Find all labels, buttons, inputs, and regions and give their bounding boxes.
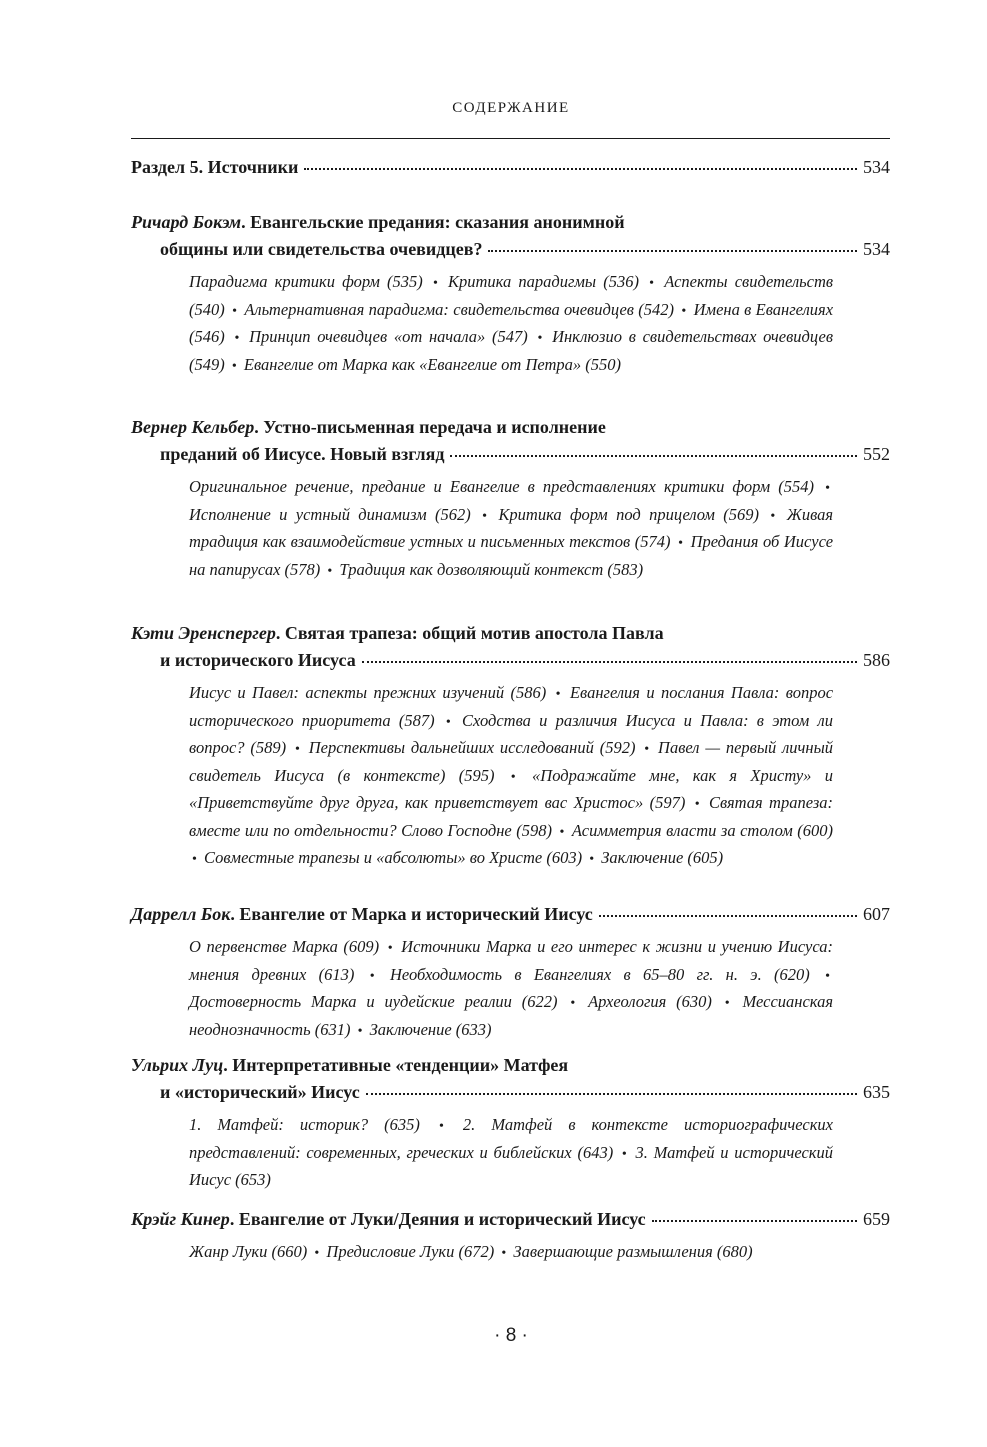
topic-item: «Подражайте мне, как я Христу» и «Приветствуйте друг друга, как приветствует вас Христос» (597) xyxy=(189,765,834,812)
entry-topics xyxy=(189,934,833,1044)
topic-item: Заключение (633) xyxy=(369,1019,492,1039)
topic-item: Источники Марка и его интерес к жизни и учению Иисуса: мнения древних (613) xyxy=(189,937,833,984)
entry-author: Кэти Эренспергер xyxy=(131,623,276,643)
bullet-separator: • xyxy=(589,852,595,867)
bullet-separator: • xyxy=(327,563,333,579)
bullet-separator: • xyxy=(294,742,300,757)
topic-item: Оригинальное речение, предание и Евангелие в представлениях критики форм (554) xyxy=(189,477,814,496)
bullet-separator: • xyxy=(678,536,683,551)
topic-item: Совместные трапезы и «абсолюты» во Христе (603) xyxy=(204,848,583,867)
toc-entry xyxy=(131,1052,890,1193)
entry-title: . Евангелие от Луки/Деяния и исторический Иисус xyxy=(229,1209,646,1229)
page-number: 607 xyxy=(863,904,890,924)
topic-item: Жанр Луки (660) xyxy=(189,1242,308,1261)
topic-item: Перспективы дальнейших исследований (592) xyxy=(308,738,636,757)
dot-leader xyxy=(304,167,857,170)
page-number: 552 xyxy=(863,444,890,464)
bullet-separator: • xyxy=(694,797,700,812)
entry-title-continued: общины или свидетельства очевидцев? xyxy=(160,239,483,259)
entry-title-continued: преданий об Иисусе. Новый взгляд xyxy=(160,444,445,464)
bullet-separator: • xyxy=(681,303,687,319)
topic-item: Живая традиция как взаимодействие устных и письменных текстов (574) xyxy=(189,504,834,551)
dot-leader xyxy=(450,454,857,457)
dot-leader xyxy=(366,1092,857,1095)
bullet-separator: • xyxy=(570,996,576,1011)
bullet-separator: • xyxy=(387,941,393,956)
toc-entry xyxy=(131,620,890,873)
entry-title: . Интерпретативные «тенденции» Матфея xyxy=(223,1055,569,1075)
topic-item: Необходимость в Евангелиях в 65–80 гг. н. э. (620) xyxy=(389,964,810,984)
section-title: Раздел 5. Источники xyxy=(131,157,299,177)
bullet-separator: • xyxy=(537,331,543,346)
topic-item: Инклюзио в свидетельствах очевидцев (549) xyxy=(189,327,834,374)
toc-entry xyxy=(131,209,890,379)
bullet-separator: • xyxy=(644,742,650,757)
entry-author: Вернер Кельбер xyxy=(131,417,255,437)
topic-item: Альтернативная парадигма: свидетельства очевидцев (542) xyxy=(244,299,675,319)
bullet-separator: • xyxy=(724,996,730,1011)
dot-leader xyxy=(362,660,857,663)
bullet-separator: • xyxy=(510,769,516,785)
bullet-separator: • xyxy=(770,508,776,524)
entry-topics xyxy=(189,474,833,584)
bullet-separator: • xyxy=(825,968,830,984)
topic-item: 2. Матфей в контексте историографических представлений: современных, греческих и библейских (643) xyxy=(189,1115,834,1162)
bullet-separator: • xyxy=(825,481,830,496)
bullet-separator: • xyxy=(234,331,240,346)
topic-item: Мессианская неоднозначность (631) xyxy=(189,992,834,1039)
page-folio: · 8 · xyxy=(494,1325,528,1346)
topic-item: Сходства и различия Иисуса и Павла: в этом ли вопрос? (589) xyxy=(189,710,833,757)
topic-item: 1. Матфей: историк? (635) xyxy=(189,1115,420,1134)
bullet-separator: • xyxy=(649,276,655,291)
entry-title-continued: и исторического Иисуса xyxy=(160,650,356,670)
toc-entry xyxy=(131,901,890,1044)
dot-leader xyxy=(488,249,857,252)
topic-item: Предания об Иисусе на папирусах (578) xyxy=(189,532,834,579)
topic-item: Павел — первый личный свидетель Иисуса (в контексте) (595) xyxy=(189,738,834,785)
topic-item: Евангелия и послания Павла: вопрос исторического приоритета (587) xyxy=(189,683,834,730)
entry-topics xyxy=(189,1112,833,1193)
page-number: 659 xyxy=(863,1209,890,1229)
topic-item: Асимметрия власти за столом (600) xyxy=(571,820,833,840)
entry-title: . Евангелие от Марка и исторический Иисус xyxy=(230,904,593,924)
topic-item: О первенстве Марка (609) xyxy=(189,937,380,956)
topic-item: Иисус и Павел: аспекты прежних изучений (586) xyxy=(189,683,547,702)
entry-author: Крэйг Кинер xyxy=(131,1209,230,1229)
entry-topics xyxy=(189,1239,833,1267)
dot-leader xyxy=(599,914,857,917)
topic-item: Достоверность Марка и иудейские реалии (622) xyxy=(189,992,558,1011)
running-head: СОДЕРЖАНИЕ xyxy=(452,100,570,116)
bullet-separator: • xyxy=(559,824,565,840)
bullet-separator: • xyxy=(314,1246,320,1261)
page-number: 534 xyxy=(863,157,890,177)
topic-item: Критика форм под прицелом (569) xyxy=(498,504,760,524)
page-number: 635 xyxy=(863,1082,890,1102)
toc-entry xyxy=(131,414,890,584)
bullet-separator: • xyxy=(555,687,561,702)
page-number: 586 xyxy=(863,650,890,670)
bullet-separator: • xyxy=(445,714,451,730)
topic-item: Евангелие от Марка как «Евангелие от Петра» (550) xyxy=(243,354,621,374)
bullet-separator: • xyxy=(621,1146,627,1162)
toc-section-heading xyxy=(131,154,890,181)
bullet-separator: • xyxy=(357,1023,363,1039)
entry-title: . Евангельские предания: сказания анонимной xyxy=(241,212,625,232)
entry-title: . Святая трапеза: общий мотив апостола Павла xyxy=(275,623,664,643)
topic-item: Заключение (605) xyxy=(601,848,724,867)
toc-entry xyxy=(131,1206,890,1267)
entry-author: Ричард Бокэм xyxy=(131,212,242,232)
topic-item: Аспекты свидетельств (540) xyxy=(189,272,834,319)
page-number: 534 xyxy=(863,239,890,259)
topic-item: Традиция как дозволяющий контекст (583) xyxy=(339,559,644,579)
topic-item: Имена в Евангелиях (546) xyxy=(189,299,834,346)
topic-item: Критика парадигмы (536) xyxy=(448,272,639,291)
bullet-separator: • xyxy=(369,968,375,984)
topic-item: Предисловие Луки (672) xyxy=(326,1242,495,1261)
topic-item: 3. Матфей и исторический Иисус (653) xyxy=(189,1142,834,1189)
bullet-separator: • xyxy=(231,358,237,374)
bullet-separator: • xyxy=(501,1246,507,1261)
entry-author: Даррелл Бок xyxy=(131,904,231,924)
topic-item: Принцип очевидцев «от начала» (547) xyxy=(249,327,528,346)
topic-item: Исполнение и устный динамизм (562) xyxy=(189,504,471,524)
section-rule xyxy=(131,138,890,139)
topic-item: Святая трапеза: вместе или по отдельности? Слово Господне (598) xyxy=(189,793,834,840)
dot-leader xyxy=(652,1219,857,1222)
topic-item: Археология (630) xyxy=(588,992,712,1011)
topic-item: Парадигма критики форм (535) xyxy=(189,272,423,291)
bullet-separator: • xyxy=(232,303,237,319)
bullet-separator: • xyxy=(438,1119,444,1134)
entry-title-continued: и «исторический» Иисус xyxy=(160,1082,360,1102)
bullet-separator: • xyxy=(192,852,197,867)
entry-title: . Устно-письменная передача и исполнение xyxy=(254,417,606,437)
entry-topics xyxy=(189,269,833,379)
bullet-separator: • xyxy=(482,508,488,524)
entry-author: Ульрих Луц xyxy=(131,1055,224,1075)
bullet-separator: • xyxy=(432,276,438,291)
entry-topics xyxy=(189,680,833,873)
topic-item: Завершающие размышления (680) xyxy=(513,1242,753,1261)
